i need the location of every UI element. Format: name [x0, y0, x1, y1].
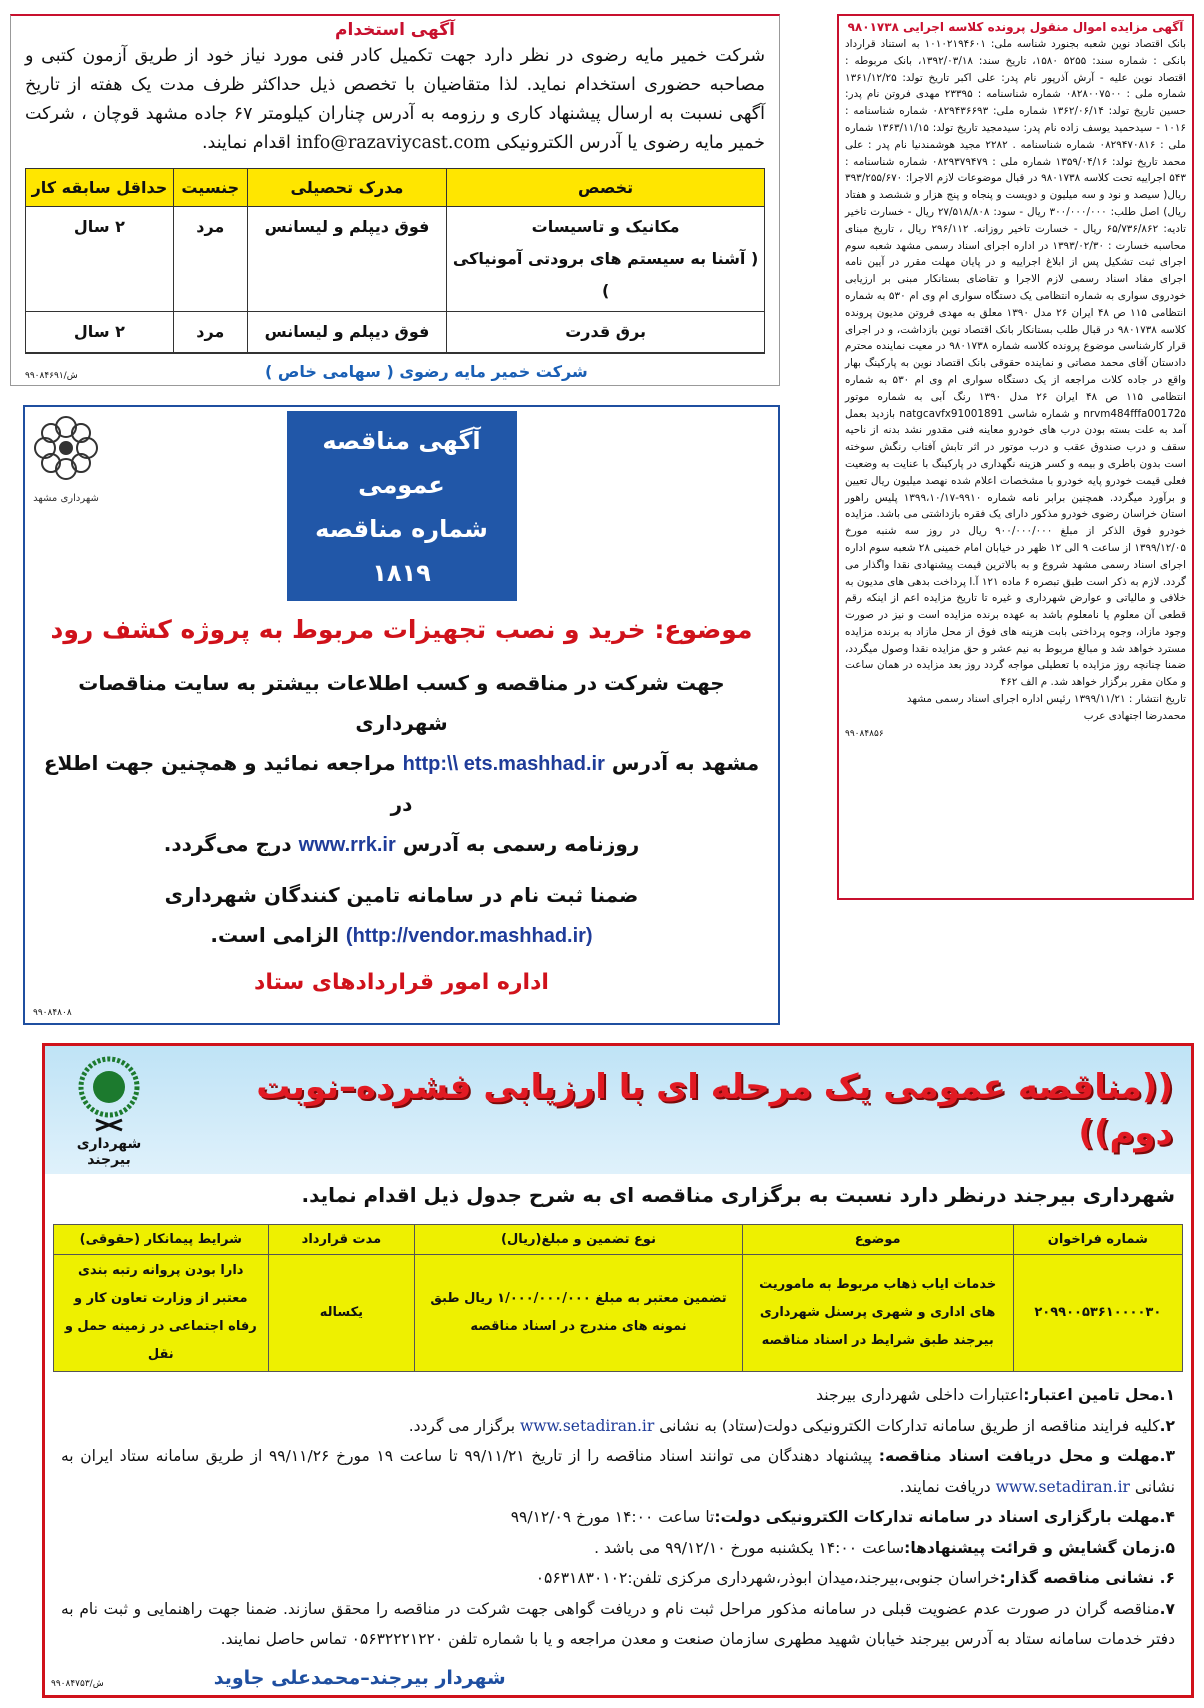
col-header: مدرک تحصیلی: [247, 169, 447, 207]
mashhad-tender-ad: [23, 405, 780, 1025]
col-header: شرایط پیمانکار (حقوقی): [54, 1225, 269, 1255]
col-header: حداقل سابقه کار: [26, 169, 174, 207]
field-name: مکانیک و تاسیسات: [531, 217, 680, 236]
term-label: ۷.: [1159, 1599, 1175, 1618]
ets-link[interactable]: http:\\ ets.mashhad.ir: [402, 753, 605, 775]
col-header: موضوع: [742, 1225, 1013, 1255]
term-text: مناقصه گران در صورت عدم عضویت قبلی در سامانه مذکور مراحل ثبت نام و دریافت گواهی جهت شرکت در مناقصه را محقق سازند. ضمنا جهت راهنمایی و ثبت نام به دفتر خدمات سامانه ستاد به آدرس بیرجند خیابان شهید مطهری سازمان صنعت و معدن مراجعه و یا با شماره تلفن ۰۵۶۳۲۲۲۱۲۲۰ تماس حاصل نمایند.: [61, 1599, 1175, 1648]
mashhad-municipality-logo: [31, 413, 101, 512]
term-text: تا ساعت ۱۴:۰۰ مورخ ۹۹/۱۲/۰۹: [510, 1508, 715, 1526]
birjand-title: ((مناقصه عمومی یک مرحله ای با ارزیابی فشرده–نوبت دوم)): [256, 1067, 1173, 1153]
term-item: [61, 1380, 1175, 1411]
job-body-text: شرکت خمیر مایه رضوی در نظر دارد جهت تکمیل کادر فنی مورد نیاز خود از طریق آزمون کتبی و مصاحبه حضوری استخدام نماید. لذا متقاضیان با تخصص ذیل حداکثر ظرف مدت یک هفته از تاریخ آگهی نسبت به ارسال پیشنهاد کاری و رزومه به آدرس چناران کیلومتر ۶۷ جاده مشهد قوچان ، شرکت خمیر مایه رضوی یا آدرس الکترونیکی: [25, 46, 765, 153]
cell-experience: ۲ سال: [26, 312, 174, 354]
col-header: تخصص: [447, 169, 765, 207]
term-label: ۱.محل تامین اعتبار:: [1023, 1386, 1175, 1404]
cell-degree: فوق دیپلم و لیسانس: [247, 312, 447, 354]
logo-text: شهرداری بیرجند: [76, 1136, 142, 1168]
text: روزنامه رسمی به آدرس: [402, 832, 640, 856]
term-item: [61, 1502, 1175, 1533]
birjand-intro: شهرداری بیرجند درنظر دارد نسبت به برگزاری مناقصه ای به شرح جدول ذیل اقدام نماید.: [301, 1183, 1175, 1207]
cell-field: [447, 207, 765, 312]
col-header: جنسیت: [173, 169, 247, 207]
text: الزامی است.: [210, 923, 339, 947]
body-line: [33, 915, 770, 956]
table-row: [26, 312, 765, 354]
term-label: ۵.زمان گشایش و قرائت پیشنهادها:: [904, 1538, 1175, 1557]
term-label: ۴.مهلت بارگزاری اسناد در سامانه تدارکات الکترونیکی دولت:: [714, 1508, 1175, 1526]
cell-conditions: دارا بودن پروانه رتبه بندی معتبر از وزارت تعاون کار و رفاه اجتماعی در زمینه حمل و نقل: [54, 1255, 269, 1372]
logo-text: شهرداری مشهد: [33, 493, 99, 504]
code-line: [33, 1000, 770, 1019]
table-row: [54, 1255, 1183, 1372]
cell-degree: فوق دیپلم و لیسانس: [247, 207, 447, 312]
job-title: آگهی استخدام: [335, 20, 455, 40]
term-text: کلیه فرایند مناقصه از طریق سامانه تدارکات الکترونیکی دولت(ستاد) به نشانی: [659, 1416, 1160, 1435]
mayor-signature: شهردار بیرجند–محمدعلی جاوید: [213, 1666, 506, 1689]
table-row: [26, 207, 765, 312]
birjand-terms: [45, 1372, 1191, 1655]
left-column: [10, 14, 780, 1025]
term-text: برگزار می گردد.: [408, 1416, 516, 1435]
cell-call-number: ۲۰۹۹۰۰۵۳۶۱۰۰۰۰۳۰: [1013, 1255, 1182, 1372]
term-label: ۶. نشانی مناقصه گذار:: [999, 1569, 1175, 1587]
term-text: دریافت نمایند.: [899, 1477, 991, 1496]
term-item: [61, 1533, 1175, 1564]
ad-code: ۹۹۰۸۴۶۹۱/ش: [25, 371, 78, 381]
cell-field: برق قدرت: [447, 312, 765, 354]
tender-number: شماره مناقصه ۱۸۱۹: [315, 515, 488, 587]
setadiran-link[interactable]: www.setadiran.ir: [995, 1477, 1130, 1496]
text: مراجعه نمائید و همچنین جهت اطلاع در: [43, 751, 413, 816]
setadiran-link[interactable]: www.setadiran.ir: [519, 1416, 655, 1435]
body-line: [33, 743, 770, 824]
col-header: مدت قرارداد: [268, 1225, 415, 1255]
rrk-link[interactable]: www.rrk.ir: [298, 834, 396, 856]
job-signature: شرکت خمیر مایه رضوی ( سهامی خاص ): [264, 362, 588, 381]
cell-guarantee: تضمین معتبر به مبلغ ۱/۰۰۰/۰۰۰/۰۰۰ ریال طبق نمونه های مندرج در اسناد مناقصه: [415, 1255, 742, 1372]
auction-notice: [837, 14, 1194, 900]
auction-signatory: محمدرضا اجتهادی عرب: [1083, 709, 1186, 722]
job-body: [25, 42, 765, 158]
ad-code: ۹۹۰۸۴۸۵۶: [845, 728, 884, 739]
tender-banner: [287, 411, 517, 601]
cell-subject: خدمات ایاب ذهاب مربوط به ماموریت های اداری و شهری پرسنل شهرداری بیرجند طبق شرایط در اسناد مناقصه: [742, 1255, 1013, 1372]
col-header: شماره فراخوان: [1013, 1225, 1182, 1255]
auction-title: آگهی مزایده اموال منقول پرونده کلاسه اجرایی ۹۸۰۱۷۳۸: [847, 20, 1184, 34]
cell-experience: ۲ سال: [26, 207, 174, 312]
table-wrapper: [45, 1210, 1191, 1372]
term-item: [61, 1441, 1175, 1502]
term-item: [61, 1594, 1175, 1655]
text: مشهد به آدرس: [611, 751, 760, 775]
birjand-sign-row: [45, 1663, 1191, 1695]
term-item: [61, 1411, 1175, 1442]
birjand-tender-ad: [42, 1043, 1194, 1698]
body-line: ضمنا ثبت نام در سامانه تامین کنندگان شهرداری: [164, 883, 639, 907]
field-note: ( آشنا به سیستم های برودتی آمونیاکی ): [452, 249, 759, 300]
auction-publish-date: تاریخ انتشار : ۱۳۹۹/۱۱/۲۱ رئیس اداره اجرای اسناد رسمی مشهد: [906, 693, 1186, 706]
birjand-table: [53, 1224, 1183, 1372]
job-ad: [10, 14, 780, 386]
job-table: [25, 168, 765, 354]
top-row: [10, 14, 1194, 1025]
job-sign-row: [25, 362, 765, 381]
term-label: ۳.مهلت و محل دریافت اسناد مناقصه:: [878, 1447, 1176, 1465]
cell-duration: یکساله: [268, 1255, 415, 1372]
job-body-end: اقدام نمایند.: [201, 133, 291, 153]
tender-body: [33, 663, 770, 956]
body-line: [33, 824, 770, 865]
term-item: [61, 1563, 1175, 1594]
vendor-link[interactable]: (http://vendor.mashhad.ir): [345, 925, 593, 947]
job-email[interactable]: info@razaviycast.com: [296, 133, 491, 153]
ad-code: ۹۹۰۸۴۸۰۸: [33, 1008, 72, 1018]
sign-group: [51, 1667, 506, 1689]
term-text: ساعت ۱۴:۰۰ یکشنبه مورخ ۹۹/۱۲/۱۰ می باشد .: [594, 1538, 905, 1557]
text: درج می‌گردد.: [163, 832, 292, 856]
term-label: ۲.: [1159, 1416, 1175, 1435]
birjand-header: [45, 1046, 1191, 1174]
cell-gender: مرد: [173, 312, 247, 354]
tender-subject: موضوع: خرید و نصب تجهیزات مربوط به پروژه کشف رود: [50, 615, 753, 644]
body-line: جهت شرکت در مناقصه و کسب اطلاعات بیشتر به سایت مناقصات شهرداری: [78, 671, 725, 735]
banner-title: آگهی مناقصه عمومی: [322, 427, 481, 499]
term-text: خراسان جنوبی،بیرجند،میدان ابوذر،شهرداری مرکزی تلفن:۰۵۶۳۱۸۳۰۱۰۲: [535, 1569, 1000, 1587]
term-text: اعتبارات داخلی شهرداری بیرجند: [816, 1386, 1024, 1404]
birjand-municipality-logo: [59, 1052, 159, 1168]
auction-body: بانک اقتصاد نوین شعبه بجنورد شناسه ملی: ۱۰۱۰۲۱۹۴۶۰۱ به استناد قرارداد بانکی : شماره سند: ۵۲۵۵ ۱۵۸۰، تاریخ سند: ۱۳۹۲/۰۳/۱۸، بانک مربوطه : اقتصاد نوین علیه - آرش آذرپور نام پدر: علی اکبر تاریخ تولد: ۱۳۶۱/۱۲/۲۵ شماره ملی : ۰۸۲۸۰۰۷۵۰۰ شماره شناسنامه : ۲۳۳۹۵ مهدی فروتن نام پدر: حسین تاریخ تولد: ۱۳۶۲/۰۶/۱۴ شماره ملی: ۰۸۲۹۴۳۶۶۹۳ شماره شناسنامه : ۱۰۱۶ - سیدحمید یوسف زاده نام پدر: سیدمجید تاریخ تولد: ۱۳۶۳/۱۱/۱۵ شماره ملی : ۰۸۲۹۴۷۰۸۱۶ شماره شناسنامه . ۲۲۸۲ مجید هوشمندنیا نام پدر : علی محمد تاریخ تولد: ۱۳۵۹/۰۴/۱۶ شماره ملی : ۰۸۲۹۳۷۹۴۷۹ شماره شناسنامه : ۵۴۳ اجراییه تحت کلاسه ۹۸۰۱۷۳۸ در قبال موضوعات لازم الاجرا: ۳۹۳/۲۵۵/۶۷۰ ریال( سیصد و نود و سه میلیون و دویست و پنجاه و پنج هزار و ششصد و هفتاد ریال) اصل طلب: ۳۰۰/۰۰۰/۰۰۰ ریال - سود: ۲۷/۵۱۸/۸۰۸ ریال - خسارت تاخیر تادیه: ۶۵/۷۳۶/۸۶۲ ریال - خسارت تاخیر روزانه. ۲۹۶/۱۱۲ ریال ، تاریخ مبنای محاسبه خسارت : ۱۳۹۳/۰۲/۳۰ در اداره اجرای اسناد رسمی مشهد شعبه سوم اجرای ثبت تشکیل پس از ابلاغ اجراییه و در پایان مهلت مقرر در آیین نامه اجرای مفاد اسناد رسمی لازم الاجرا و تقاضای بستانکار مبنی بر ارزیابی خودروی سواری به شماره انتظامی یک دستگاه سواری ام وی ام ۵۳۰ به شماره انتظامی ۱۱۵ ص ۴۸ ایران ۲۶ مدل ۱۳۹۰ معلق به مهدی فروتن مدیون پرونده کلاسه ۹۸۰۱۷۳۸ در قبال طلب بستانکار بانک اقتصاد نوین بازداشت، و در اجرای قرار کارشناسی موضوع پرونده کلاسه شماره ۹۸۰۱۷۳۸ در معیت نماینده محترم دادستان آقای محمد مصاتی و نماینده حقوقی بانک اقتصاد نوین به پارکینگ بهار واقع در جاده کلات مراجعه از یک دستگاه سواری ام وی ام ۵۳۰ به شماره انتظامی ۱۱۵ ص ۴۸ ایران ۲۶ مدل ۱۳۹۰ رنگ آبی به شماره موتور nrvm484fffa00172۵ و شماره شاسی natgcavfx91001891 بازدید بعمل آمد به علت بسته بودن درب های خودرو معاینه فنی مقدور نشد بدنه از ناحیه سقف و درب صندوق عقب و درب موتور در اثر تابش آفتاب رنگش سوخته است بدون باطری و بیمه و کسر هزینه نگهداری در پارکینگ با عنایت به وضعیت فعلی قیمت خودرو پایه خودرو با مشخصات اعلام شده نهصد میلیون ریال تعیین و برآورد میگردد. همچنین برابر نامه شماره ۹۹۱۰-۱۳۹۹،۱۰/۱۷ پلیس راهور استان خراسان رضوی خودرو مذکور دارای یک فقره بازداشتی می باشد. مزایده خودرو فوق الذکر از مبلغ ۹۰۰/۰۰۰/۰۰۰ ریال در روز سه شنبه مورخ ۱۳۹۹/۱۲/۰۵ از ساعت ۹ الی ۱۲ ظهر در خیابان امام خمینی ۲۸ شعبه سوم اداره اجرای اسناد رسمی مشهد شروع و به بالاترین قیمت پیشنهادی نقدا واگذار می گردد. لازم به ذکر است طبق تبصره ۶ ماده ۱۲۱ آ.ا پرداخت بدهی های مدیون به خلافی و مالیاتی و عوارض شهرداری و غیره تا تاریخ مزایده اعم از اینکه رقم قطعی آن معلوم یا نامعلوم باشد به عهده برنده مزایده است و نیز در صورت وجود مازاد، وجوه پرداختی بابت هزینه های فوق از محل مازاد به برنده مزایده مسترد خواهد شد و مبالغ مربوط به نیم عشر و حق مزایده نقدا وصول میگردد، ضمنا چنانچه روز مزایده با تعطیلی مواجه گردد روز بعد مزایده در همان ساعت و مکان مقرر برگزار خواهد شد. م الف ۴۶۲: [845, 38, 1187, 689]
cell-gender: مرد: [173, 207, 247, 312]
tender-footer: اداره امور قراردادهای ستاد: [254, 970, 549, 995]
col-header: نوع تضمین و مبلغ(ریال): [415, 1225, 742, 1255]
term-text: پیشنهاد دهندگان می توانند اسناد مناقصه را از تاریخ ۹۹/۱۱/۲۱ تا ساعت ۱۹ مورخ ۹۹/۱۱/۲۶ از طریق سامانه ستاد ایران به نشانی: [61, 1447, 1175, 1496]
ad-code: ۹۹۰۸۴۷۵۳/ش: [51, 1678, 104, 1689]
